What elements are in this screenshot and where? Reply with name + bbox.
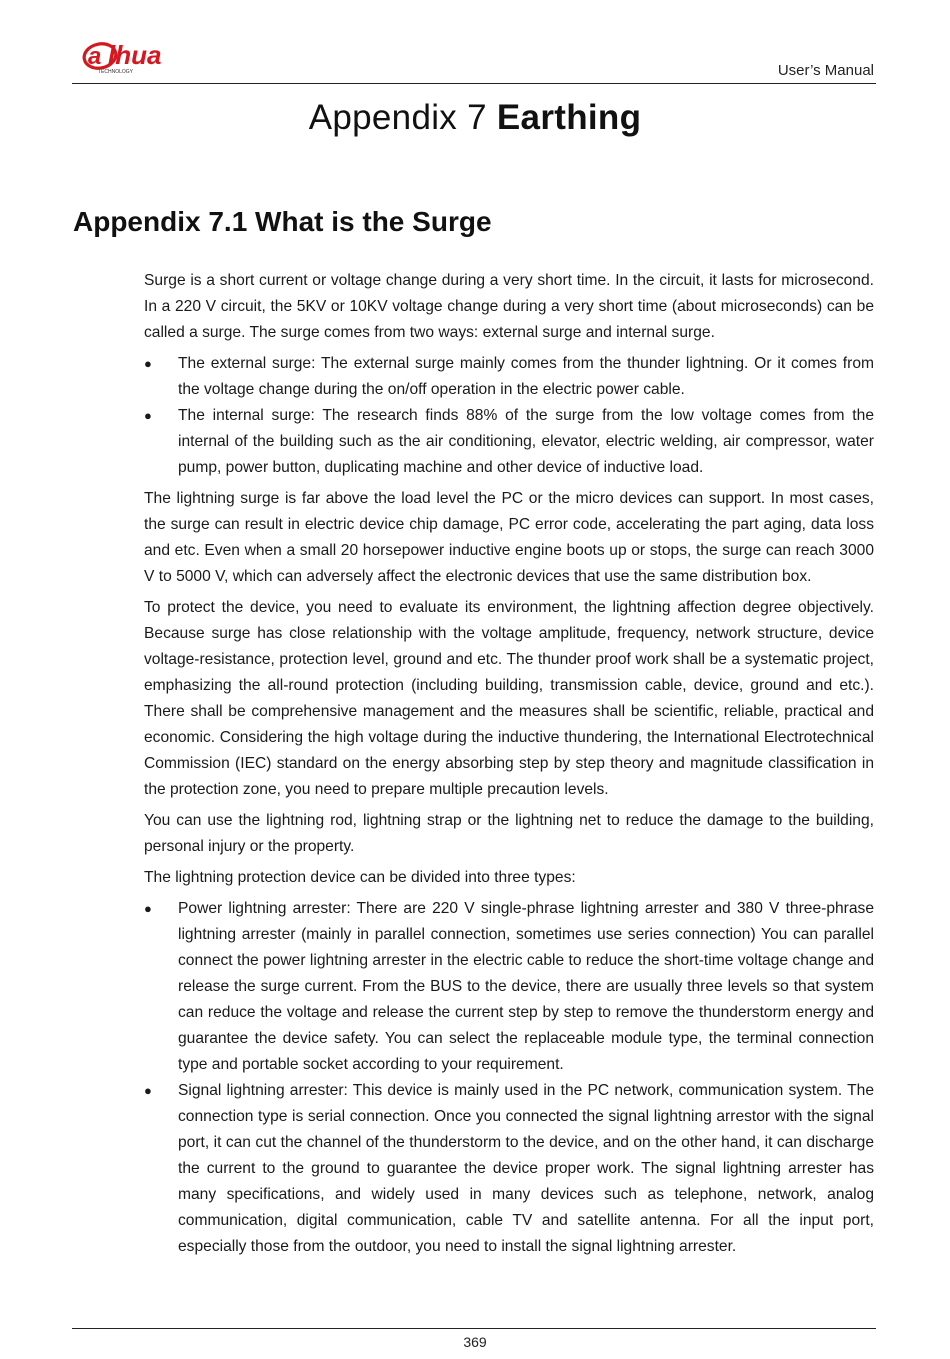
section-heading: Appendix 7.1 What is the Surge	[73, 206, 492, 237]
paragraph-protect-device: To protect the device, you need to evaluate its environment, the lightning affection degree objectively. Because surge has close relationship with the voltage amplitude, frequency, network structure, device voltage-resistance, protection level, ground and etc. The thunder proof work shall be a systematic project, emphasizing the all-round protection (including building, transmission cable, device, ground and etc.). There shall be comprehensive management and the measures shall be scientific, reliable, practical and economic. Considering the high voltage during the inductive thundering, the International Electrotechnical Commission (IEC) standard on the energy absorbing step by step theory and magnitude classification in the protection zone, you need to prepare multiple precaution levels.	[144, 599, 874, 798]
list-item	[144, 1078, 874, 1260]
bullet-icon: ●	[144, 408, 152, 423]
surge-types-list	[144, 351, 874, 481]
svg-text:a: a	[88, 43, 102, 70]
bullet-icon: ●	[144, 356, 152, 371]
paragraph-lightning-rod: You can use the lightning rod, lightning strap or the lightning net to reduce the damage to the building, personal injury or the property.	[144, 812, 874, 855]
appendix-title	[0, 98, 950, 138]
paragraph-protection-types: The lightning protection device can be divided into three types:	[144, 869, 576, 886]
paragraph-lightning-surge: The lightning surge is far above the load level the PC or the micro devices can support. In most cases, the surge can result in electric device chip damage, PC error code, accelerating the part aging, data loss and etc. Even when a small 20 horsepower inductive engine boots up or stops, the surge can reach 3000 V to 5000 V, which can adversely affect the electronic devices that use the same distribution box.	[144, 490, 874, 585]
svg-text:TECHNOLOGY: TECHNOLOGY	[98, 69, 134, 75]
appendix-title-prefix: Appendix 7	[308, 98, 497, 137]
list-item-text: The external surge: The external surge mainly comes from the thunder lightning. Or it comes from the voltage change during the on/off operation in the electric power cable.	[178, 355, 874, 398]
page-number: 369	[463, 1334, 487, 1350]
appendix-title-bold: Earthing	[496, 98, 642, 137]
list-item-text: Power lightning arrester: There are 220 V single-phrase lightning arrester and 380 V three-phrase lightning arrester (mainly in parallel connection, sometimes use series connection) You can parallel connect the power lightning arrester in the electric cable to reduce the short-time voltage change and release the surge current. From the BUS to the device, there are usually three levels so that system can reduce the voltage and release the current step by step to remove the thunderstorm energy and guarantee the device safety. You can select the replaceable module type, the terminal connection type and portable socket according to your requirement.	[178, 900, 874, 1073]
bullet-icon: ●	[144, 1083, 152, 1098]
list-item-text: Signal lightning arrester: This device is mainly used in the PC network, communication system. The connection type is serial connection. Once you connected the signal lightning arrestor with the signal port, it can cut the channel of the thunderstorm to the device, and on the other hand, it can discharge the current to the ground to guarantee the device proper work. The signal lightning arrester has many specifications, and widely used in many devices such as telephone, network, analog communication, digital communication, cable TV and satellite antenna. For all the input port, especially those from the outdoor, you need to install the signal lightning arrester.	[178, 1082, 874, 1255]
footer-divider	[72, 1328, 876, 1329]
list-item-text: The internal surge: The research finds 88% of the surge from the low voltage comes from the internal of the building such as the air conditioning, elevator, electric welding, air compressor, water pump, power button, duplicating machine and other device of inductive load.	[178, 407, 874, 476]
list-item	[144, 351, 874, 403]
body-content	[144, 268, 874, 1265]
svg-text:lhua: lhua	[108, 40, 162, 70]
list-item	[144, 403, 874, 481]
manual-label: User’s Manual	[777, 62, 874, 79]
arrester-types-list	[144, 896, 874, 1260]
brand-logo	[80, 40, 200, 76]
page-header	[72, 38, 876, 84]
paragraph-surge-definition: Surge is a short current or voltage change during a very short time. In the circuit, it lasts for microsecond. In a 220 V circuit, the 5KV or 10KV voltage change during a very short time (about microseconds) can be called a surge. The surge comes from two ways: external surge and internal surge.	[144, 272, 874, 341]
bullet-icon: ●	[144, 901, 152, 916]
list-item	[144, 896, 874, 1078]
